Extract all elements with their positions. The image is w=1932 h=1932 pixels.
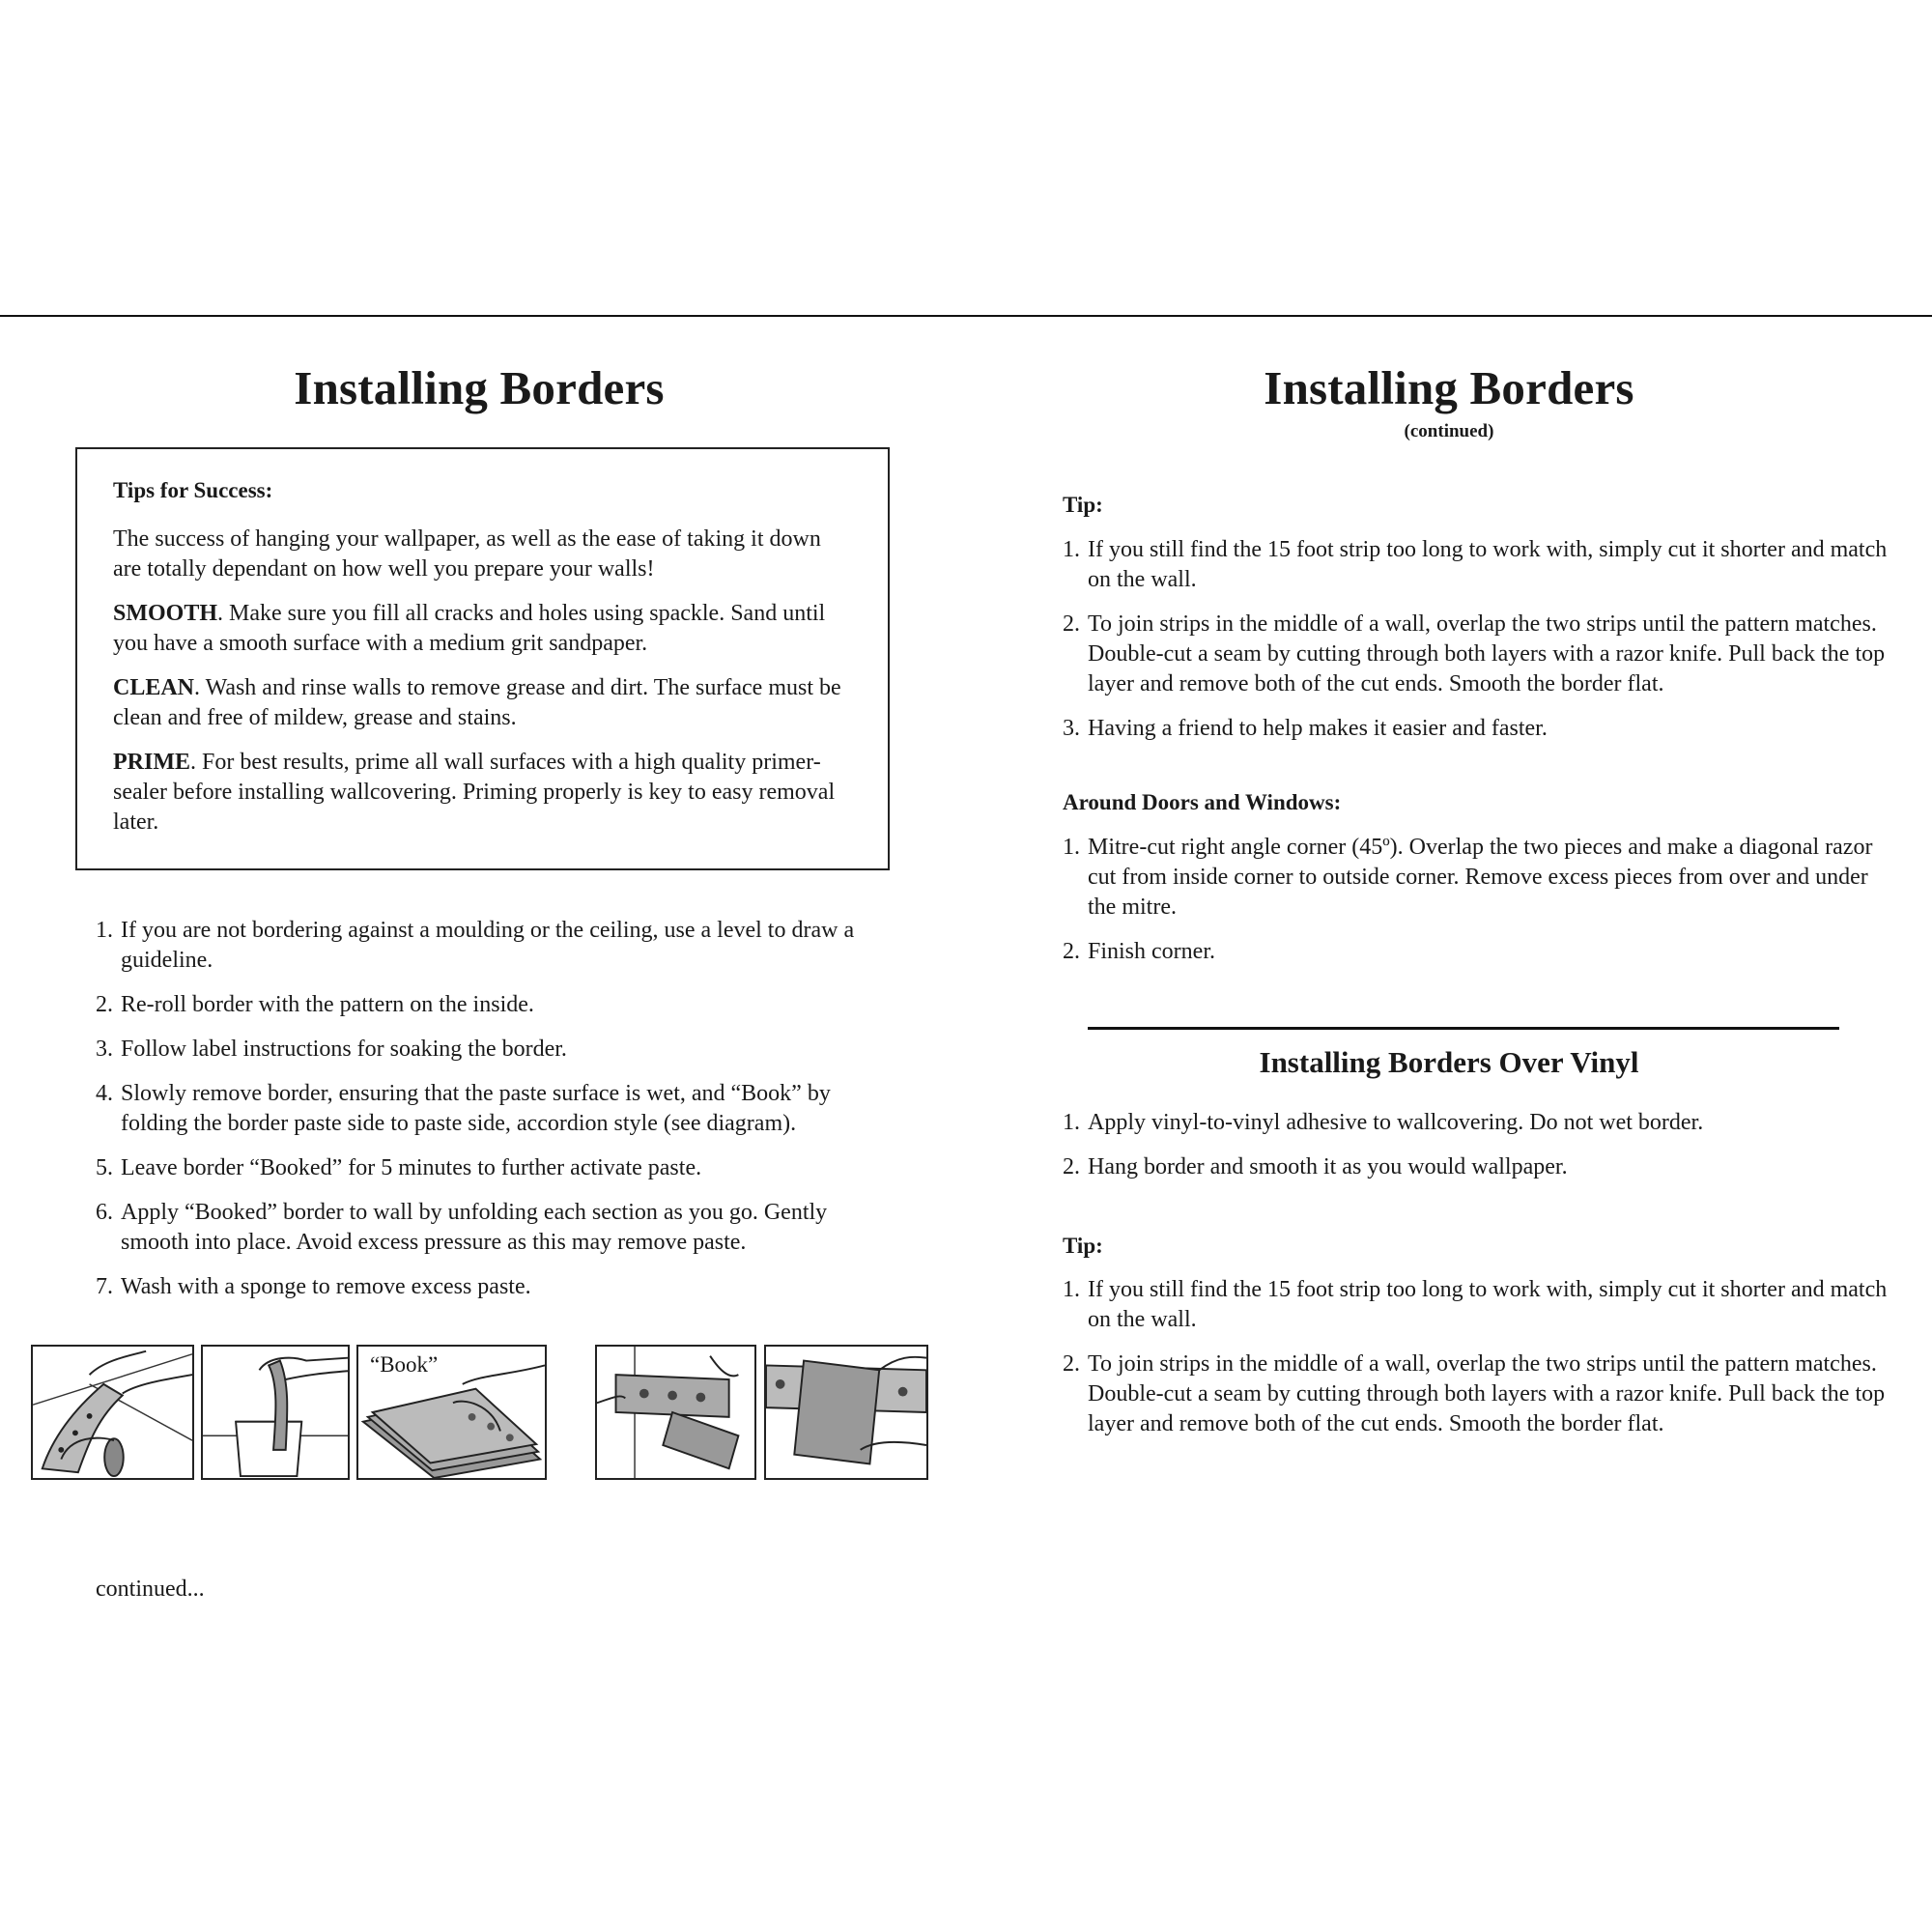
- tip-prime: [113, 748, 855, 838]
- doors-windows-heading: Around Doors and Windows:: [1063, 790, 1342, 814]
- list-item: 1. If you still find the 15 foot strip too long to work with, simply cut it shorter and match on the wall.: [1063, 537, 1888, 592]
- diagram-soak: [201, 1345, 350, 1480]
- tip-smooth: [113, 599, 855, 659]
- list-item: 6. Apply “Booked” border to wall by unfolding each section as you go. Gently smooth into place. Avoid excess pressure as this may remove paste.: [96, 1200, 828, 1255]
- tips-heading: Tips for Success:: [113, 478, 273, 502]
- list-item: 1. If you still find the 15 foot strip too long to work with, simply cut it shorter and match on the wall.: [1063, 1277, 1888, 1332]
- list-item: 2. To join strips in the middle of a wall, overlap the two strips until the pattern matches. Double-cut a seam by cutting through both layers with a razor knife. Pull back the top layer and remove both of the cut ends. Smooth the border flat.: [1063, 1351, 1886, 1436]
- page-title: Installing Borders: [1264, 361, 1634, 414]
- tip-clean-label: CLEAN: [113, 675, 195, 700]
- list-item: 5. Leave border “Booked” for 5 minutes to further activate paste.: [96, 1155, 702, 1180]
- list-item: 3. Follow label instructions for soaking the border.: [96, 1037, 567, 1062]
- install-steps: [96, 916, 868, 1317]
- tip-list: [1063, 535, 1893, 758]
- list-item: 1. Mitre-cut right angle corner (45º). Overlap the two pieces and make a diagonal razor cut from inside corner to outside corner. Remove excess pieces from over and under the mitre.: [1063, 835, 1873, 920]
- tip-heading: Tip:: [1063, 493, 1103, 517]
- diagram-book: [356, 1345, 547, 1480]
- continued-note: continued...: [96, 1577, 205, 1602]
- tip-prime-text: . For best results, prime all wall surfaces with a high quality primer-sealer before installing wallcovering. Priming properly is key to easy removal later.: [113, 750, 836, 835]
- section-divider: [1088, 1027, 1839, 1030]
- list-item: 3. Having a friend to help makes it easier and faster.: [1063, 716, 1548, 741]
- list-item: 2. To join strips in the middle of a wall, overlap the two strips until the pattern matches. Double-cut a seam by cutting through both layers with a razor knife. Pull back the top layer and remove both of the cut ends. Smooth the border flat.: [1063, 611, 1886, 696]
- doors-windows-list: [1063, 833, 1893, 981]
- list-item: 2. Finish corner.: [1063, 939, 1215, 964]
- book-label: “Book”: [370, 1352, 439, 1377]
- list-item: 7. Wash with a sponge to remove excess paste.: [96, 1274, 531, 1299]
- tip-smooth-label: SMOOTH: [113, 601, 218, 626]
- page-subtitle: (continued): [1404, 421, 1494, 441]
- list-item: 2. Re-roll border with the pattern on the inside.: [96, 992, 534, 1017]
- list-item: 1. If you are not bordering against a moulding or the ceiling, use a level to draw a guideline.: [96, 918, 855, 973]
- vinyl-list: [1063, 1108, 1893, 1197]
- vinyl-section-title: Installing Borders Over Vinyl: [1259, 1045, 1639, 1079]
- tip-heading: Tip:: [1063, 1234, 1103, 1258]
- tip-clean: [113, 673, 855, 733]
- tip-list: [1063, 1275, 1893, 1454]
- diagram-apply: [595, 1345, 756, 1480]
- list-item: 2. Hang border and smooth it as you would wallpaper.: [1063, 1154, 1568, 1179]
- page-title: Installing Borders: [294, 361, 665, 414]
- diagram-reroll: [31, 1345, 194, 1480]
- tips-intro: The success of hanging your wallpaper, as well as the ease of taking it down are totally dependant on how well you prepare your walls!: [113, 526, 821, 582]
- tips-box: [75, 447, 890, 870]
- tip-smooth-text: . Make sure you fill all cracks and holes using spackle. Sand until you have a smooth surface with a medium grit sandpaper.: [113, 601, 826, 656]
- diagram-strip: [31, 1345, 929, 1482]
- tip-clean-text: . Wash and rinse walls to remove grease and dirt. The surface must be clean and free of mildew, grease and stains.: [113, 675, 841, 730]
- tip-prime-label: PRIME: [113, 750, 190, 775]
- list-item: 1. Apply vinyl-to-vinyl adhesive to wallcovering. Do not wet border.: [1063, 1110, 1704, 1135]
- list-item: 4. Slowly remove border, ensuring that the paste surface is wet, and “Book” by folding the border paste side to paste side, accordion style (see diagram).: [96, 1081, 831, 1136]
- diagram-smooth: [764, 1345, 928, 1480]
- top-rule: [0, 315, 1932, 317]
